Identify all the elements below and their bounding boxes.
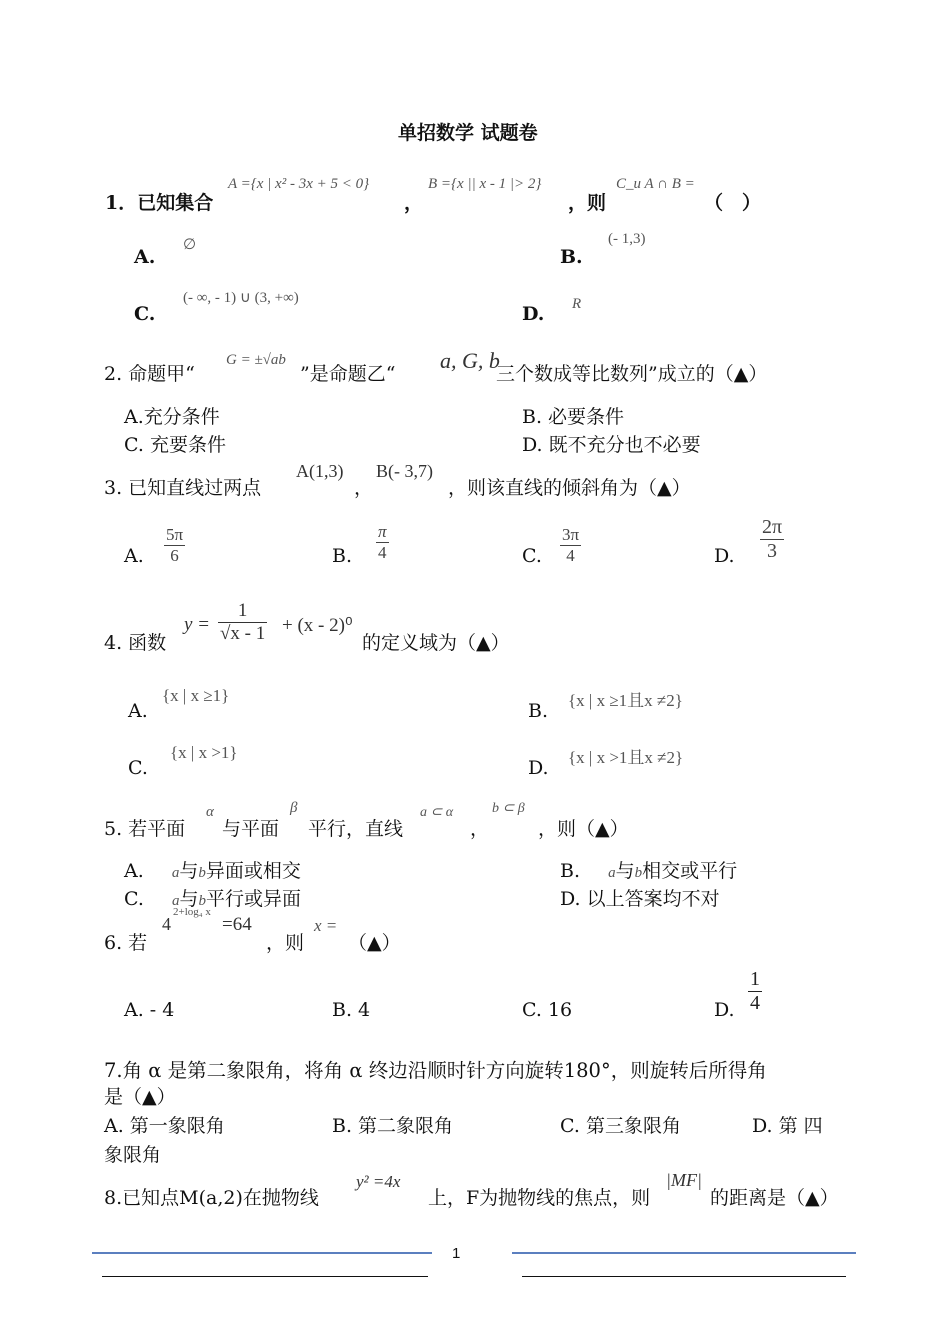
q4-option-d-label: D. [528, 757, 549, 779]
q3-option-a-fraction [164, 525, 185, 566]
q7-option-b: B. 第二象限角 [332, 1115, 454, 1137]
q5-option-c-text: 平行或异面 [205, 888, 301, 910]
footer-rule-right-bottom [522, 1276, 846, 1277]
q5-option-a-text: 异面或相交 [205, 860, 301, 882]
page-title: 单招数学 试题卷 [398, 122, 538, 144]
q4-suffix: 的定义域为（▲） [362, 632, 510, 654]
q6-option-d-fraction [748, 968, 762, 1015]
q1-option-d: R [572, 296, 582, 312]
q4-option-d: {x | x >1且x ≠2} [568, 748, 684, 767]
q5-expr1: a ⊂ α [420, 805, 454, 820]
q6-option-d-label: D. [714, 999, 735, 1021]
q2-option-a: A.充分条件 [124, 406, 220, 428]
q5-option-a-var-a: a [171, 865, 180, 881]
q8-suffix: 的距离是（▲） [710, 1187, 839, 1209]
q1-comma: ， [404, 192, 424, 214]
q8-prefix: 8.已知点M(a,2)在抛物线 [104, 1187, 319, 1209]
q5-option-b [560, 856, 737, 883]
q3-option-c-fraction [560, 525, 581, 566]
q4-option-b-label: B. [528, 700, 549, 722]
q4-option-b: {x | x ≥1且x ≠2} [568, 691, 683, 710]
footer-rule-left-top [92, 1252, 432, 1254]
q8-mf: |MF| [666, 1170, 702, 1190]
q2-option-b: B. 必要条件 [522, 406, 625, 428]
q6-option-b: B. 4 [332, 999, 371, 1021]
q5-beta: β [290, 800, 298, 816]
q3-option-d-fraction [760, 516, 784, 563]
q2-expr: G = ±√ab [226, 352, 286, 368]
q4-option-a-label: A. [128, 700, 148, 722]
q3-option-a-label: A. [124, 545, 144, 567]
q7-option-a: A. 第一象限角 [104, 1115, 225, 1137]
q5-option-c-var-a: a [171, 893, 180, 909]
q3-option-a-numerator: 5π [166, 525, 184, 544]
q3-comma: ， [354, 477, 374, 499]
q3-option-b-fraction [376, 522, 389, 563]
q1-paren: （ ） [704, 192, 762, 214]
q1-option-a: ∅ [183, 237, 197, 253]
footer-rule-right-top [512, 1252, 856, 1254]
q5-comma: ， [470, 818, 490, 840]
q2-mid: ”是命题乙“ [300, 363, 396, 385]
q2-option-c: C. 充要条件 [124, 434, 226, 456]
q5-option-c-var-b: b [198, 893, 206, 909]
q5-suffix: ，则（▲） [538, 818, 629, 840]
q1-option-a-label: A. [134, 246, 156, 268]
q5-option-a-label: A. [124, 860, 144, 882]
footer-rule-left-bottom [102, 1276, 428, 1277]
q5-option-b-mid: 与 [615, 860, 635, 882]
q6-then: ，则 [266, 932, 305, 954]
q5-mid1: 与平面 [222, 818, 280, 840]
q6-equals: =64 [222, 914, 252, 935]
q6-x: x = [314, 916, 338, 935]
q7-option-d: D. 第 四 [752, 1115, 823, 1137]
q2-vars: a, G, b [440, 348, 500, 373]
q6-option-c: C. 16 [522, 999, 573, 1021]
q5-option-b-text: 相交或平行 [642, 860, 738, 882]
q6-option-d-denominator: 4 [750, 992, 760, 1014]
q8-mid: 上，F为抛物线的焦点，则 [428, 1187, 651, 1209]
q7-line-1: 7.角 α 是第二象限角，将角 α 终边沿顺时针方向旋转180°，则旋转后所得角 [104, 1059, 767, 1082]
q5-mid2: 平行，直线 [308, 818, 404, 840]
q1-option-d-label: D. [522, 303, 545, 325]
q3-option-b-numerator: π [378, 522, 387, 541]
q5-option-a-var-b: b [198, 865, 206, 881]
q4-numerator: 1 [237, 600, 248, 621]
q3-option-d-denominator: 3 [767, 540, 778, 562]
q2-option-d: D. 既不充分也不必要 [522, 434, 701, 456]
q1-option-b: (- 1,3) [608, 231, 646, 247]
q5-expr2: b ⊂ β [492, 801, 525, 816]
q7-line-2: 是（▲） [104, 1086, 176, 1108]
q6-base: 4 [162, 914, 171, 934]
q3-option-c-numerator: 3π [562, 525, 580, 544]
q5-option-c [124, 884, 301, 911]
q3-option-b-label: B. [332, 545, 353, 567]
q3-option-c-denominator: 4 [566, 546, 575, 565]
q5-option-d: D. 以上答案均不对 [560, 888, 720, 910]
q3-point-b: B(- 3,7) [376, 461, 433, 481]
q3-prefix: 3. 已知直线过两点 [104, 477, 262, 499]
q6-exponent: 2+log₄ x [173, 906, 211, 918]
q1-prefix: 1．已知集合 [105, 192, 214, 214]
q3-option-d-label: D. [714, 545, 735, 567]
page-number: 1 [452, 1245, 461, 1262]
q5-option-c-mid: 与 [179, 888, 199, 910]
q2-prefix: 2. 命题甲“ [104, 363, 195, 385]
q3-option-d-numerator: 2π [762, 516, 783, 538]
q3-point-a: A(1,3) [296, 461, 344, 481]
q4-option-a: {x | x ≥1} [162, 686, 230, 705]
q5-option-b-var-a: a [608, 865, 616, 881]
q4-prefix: 4. 函数 [104, 632, 167, 654]
q5-option-a [124, 856, 301, 883]
q4-option-c: {x | x >1} [170, 743, 238, 762]
q6-suffix: （▲） [348, 932, 401, 954]
q5-option-a-mid: 与 [179, 860, 199, 882]
q4-y: y = [184, 614, 211, 635]
q5-prefix: 5. 若平面 [104, 818, 186, 840]
q5-option-b-var-b: b [634, 865, 643, 881]
q1-option-b-label: B. [560, 246, 583, 268]
q3-suffix: ，则该直线的倾斜角为（▲） [448, 477, 691, 499]
q6-prefix: 6. 若 [104, 932, 148, 954]
q1-then: ，则 [568, 192, 607, 214]
q1-expr: C_u A ∩ B = [616, 176, 695, 192]
q1-set-b: B ={x || x - 1 |> 2} [428, 176, 542, 192]
q4-rest: + (x - 2)⁰ [282, 615, 353, 636]
q7-option-c: C. 第三象限角 [560, 1115, 681, 1137]
q7-line-4: 象限角 [104, 1144, 162, 1166]
q5-option-b-label: B. [560, 860, 581, 882]
q4-denominator: √x - 1 [220, 623, 266, 644]
q1-option-c: (- ∞, - 1) ∪ (3, +∞) [183, 290, 299, 306]
q8-expr: y² =4x [356, 1172, 401, 1191]
q2-suffix: 三个数成等比数列”成立的（▲） [496, 363, 768, 385]
q4-fraction [218, 600, 267, 645]
q6-option-a: A. - 4 [124, 999, 175, 1021]
q6-option-d-numerator: 1 [750, 968, 760, 990]
q5-alpha: α [206, 804, 214, 820]
q5-option-c-label: C. [124, 888, 144, 910]
q3-option-b-denominator: 4 [378, 543, 387, 562]
q1-set-a: A ={x | x² - 3x + 5 < 0} [228, 176, 370, 192]
q1-option-c-label: C. [134, 303, 156, 325]
q3-option-c-label: C. [522, 545, 542, 567]
q3-option-a-denominator: 6 [170, 546, 179, 565]
q4-option-c-label: C. [128, 757, 148, 779]
